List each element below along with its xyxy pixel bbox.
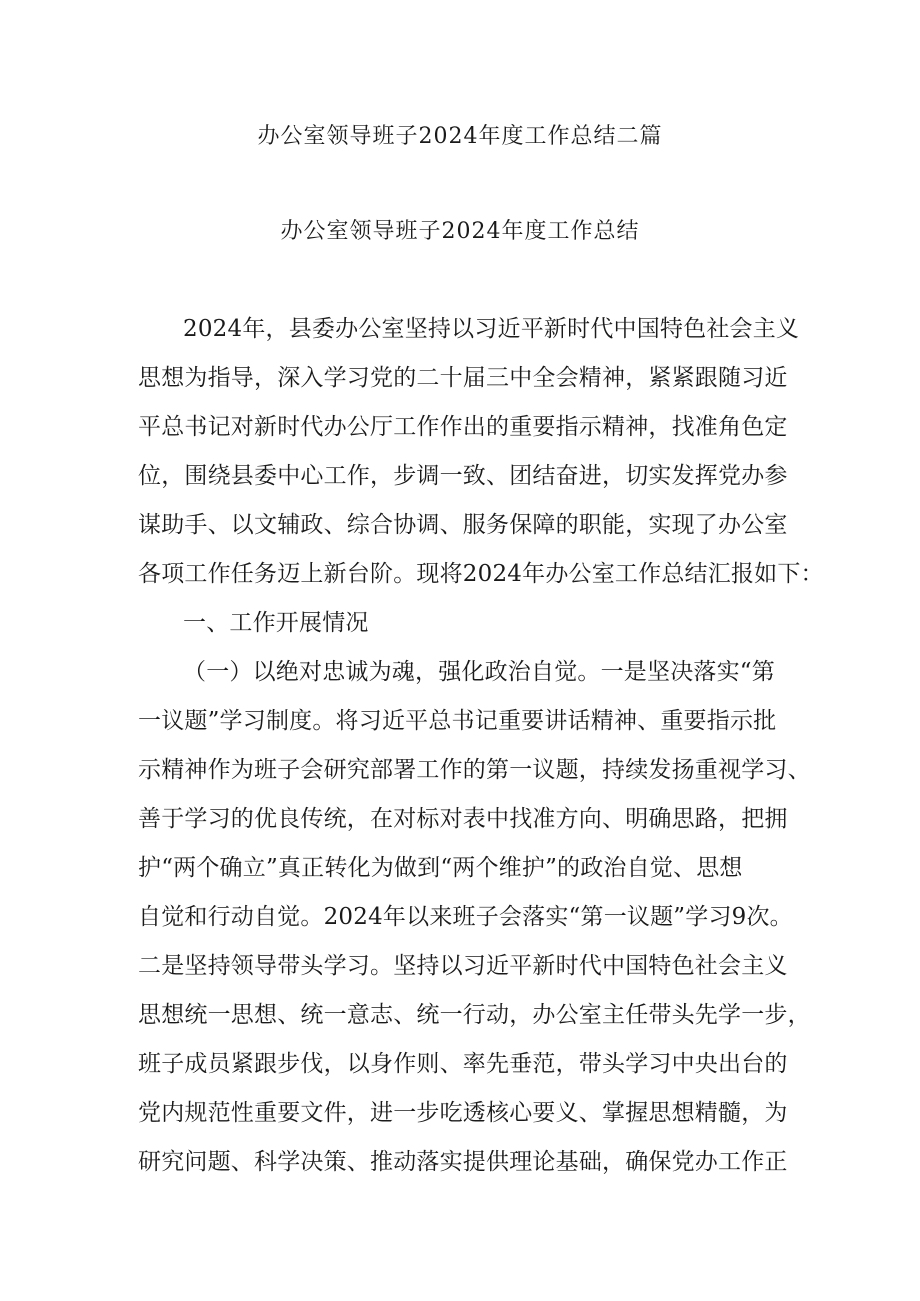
paragraph-line: 自觉和行动自觉。2024年以来班子会落实“第一议题”学习9次。 [138, 904, 793, 930]
paragraph-line: 思想为指导，深入学习党的二十届三中全会精神，紧紧跟随习近 [138, 365, 788, 391]
paragraph-line: 研究问题、科学决策、推动落实提供理论基础，确保党办工作正 [138, 1149, 788, 1175]
paragraph-line: 平总书记对新时代办公厅工作作出的重要指示精神，找准角色定 [138, 414, 788, 440]
paragraph-line: 党内规范性重要文件，进一步吃透核心要义、掌握思想精髓，为 [138, 1100, 788, 1126]
paragraph-line: 二是坚持领导带头学习。坚持以习近平新时代中国特色社会主义 [138, 953, 788, 979]
paragraph-line: 护“两个确立”真正转化为做到“两个维护”的政治自觉、思想 [138, 855, 743, 881]
paragraph-line: 谋助手、以文辅政、综合协调、服务保障的职能，实现了办公室 [138, 512, 788, 538]
paragraph-line: （一）以绝对忠诚为魂，强化政治自觉。一是坚决落实“第 [183, 659, 775, 685]
section-heading: 一、工作开展情况 [183, 610, 369, 636]
document-subtitle: 办公室领导班子2024年度工作总结 [280, 219, 640, 244]
paragraph-line: 思想统一思想、统一意志、统一行动，办公室主任带头先学一步， [138, 1002, 811, 1028]
document-title: 办公室领导班子2024年度工作总结二篇 [257, 124, 663, 149]
paragraph-line: 位，围绕县委中心工作，步调一致、团结奋进，切实发挥党办参 [138, 463, 788, 489]
paragraph-line: 2024年，县委办公室坚持以习近平新时代中国特色社会主义 [183, 316, 800, 342]
paragraph-line: 班子成员紧跟步伐，以身作则、率先垂范，带头学习中央出台的 [138, 1051, 788, 1077]
paragraph-line: 示精神作为班子会研究部署工作的第一议题，持续发扬重视学习、 [138, 757, 811, 783]
paragraph-line: 一议题”学习制度。将习近平总书记重要讲话精神、重要指示批 [138, 708, 777, 734]
paragraph-line: 各项工作任务迈上新台阶。现将2024年办公室工作总结汇报如下： [138, 561, 824, 587]
paragraph-line: 善于学习的优良传统，在对标对表中找准方向、明确思路，把拥 [138, 806, 788, 832]
